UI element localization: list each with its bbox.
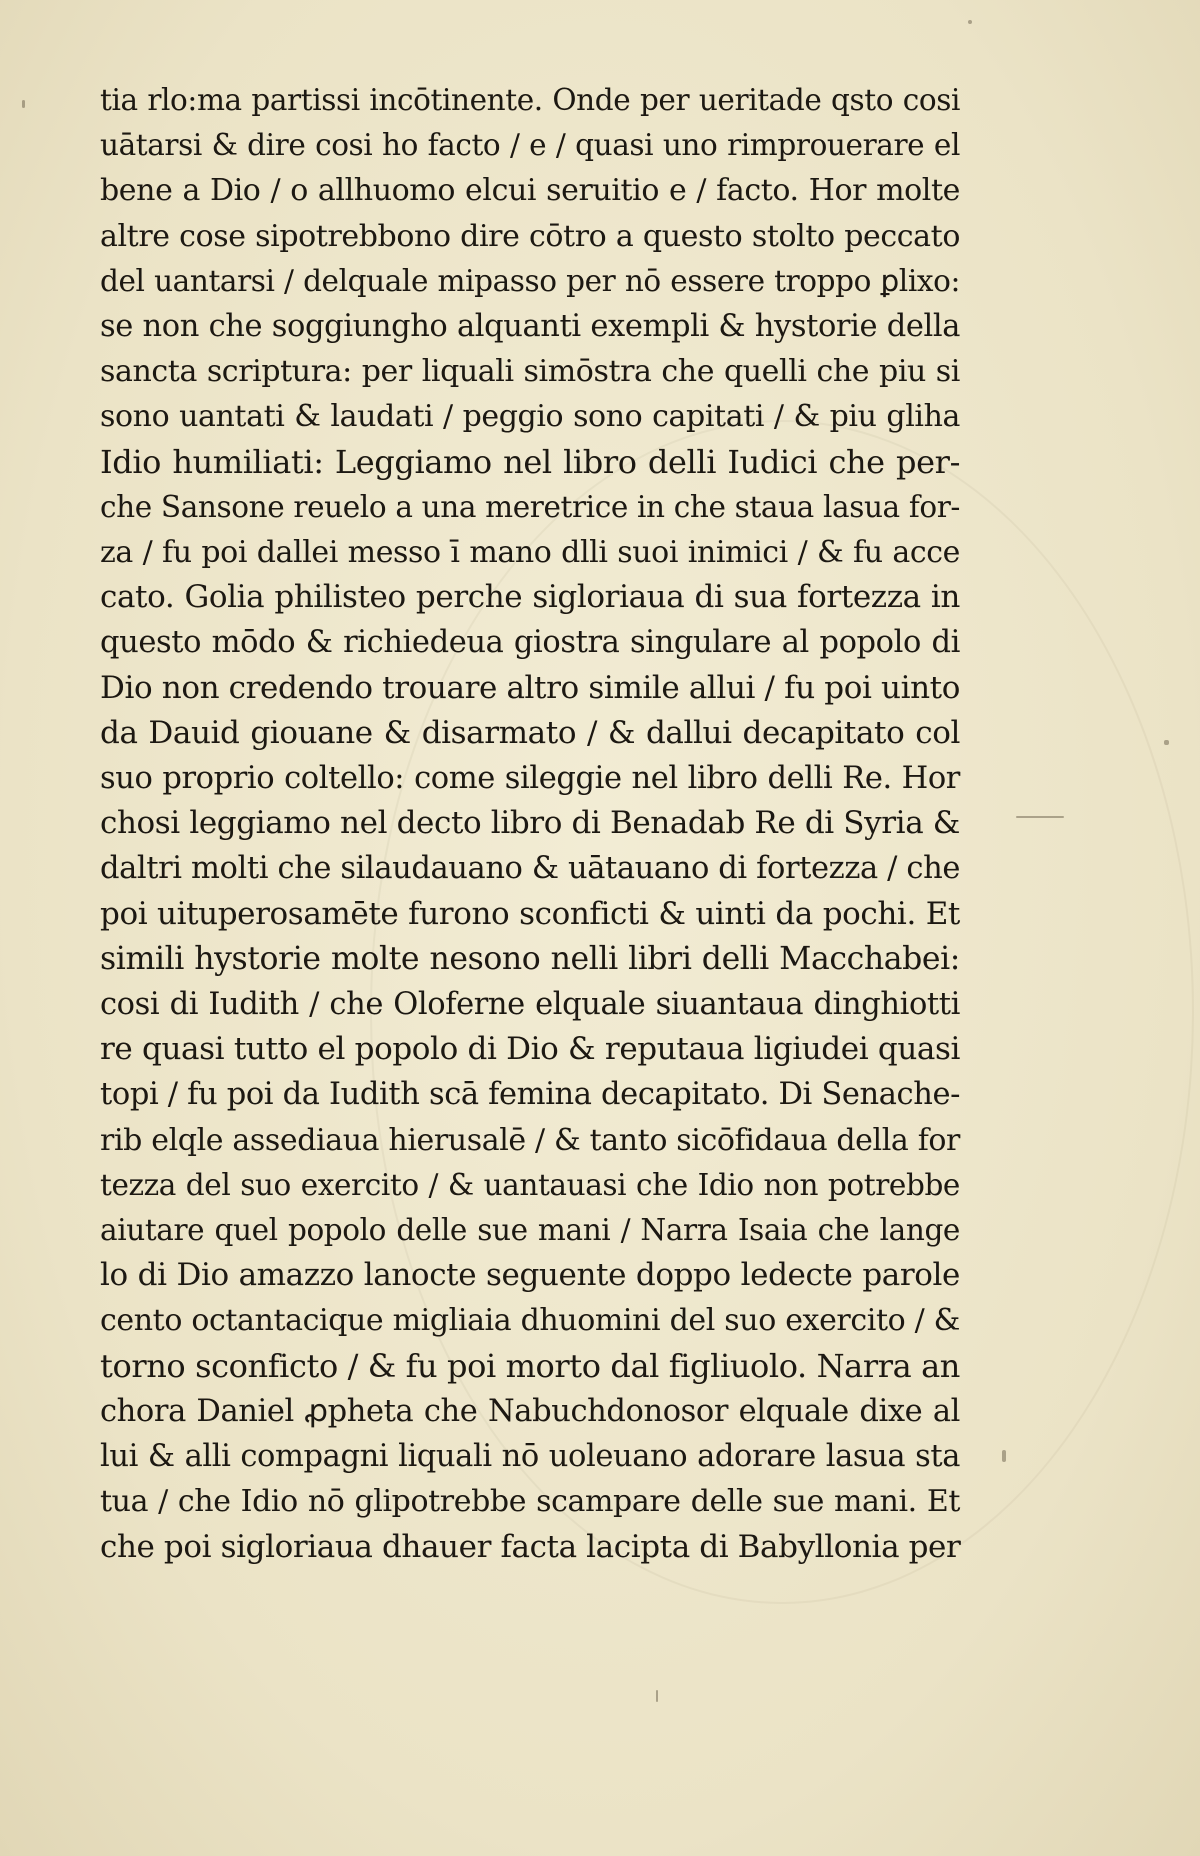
text-line: tezza del suo exercito / & uantauasi che Idio non potrebbe [100, 1167, 960, 1202]
text-line: poi uituperosamēte furono sconficti & uinti da pochi. Et [100, 895, 960, 932]
text-line: tua / che Idio nō glipotrebbe scampare delle sue mani. Et [100, 1484, 960, 1520]
text-line: cento octantacique migliaia dhuomini del suo exercito / & [100, 1303, 960, 1339]
text-line: che poi sigloriaua dhauer facta lacipta di Babyllonia per [100, 1528, 961, 1565]
text-line: re quasi tutto el popolo di Dio & reputaua ligiudei quasi [100, 1031, 960, 1068]
text-line: za / fu poi dallei messo ī mano dlli suoi inimici / & fu acce [100, 535, 960, 571]
ink-speck [1164, 740, 1169, 745]
text-line: uātarsi & dire cosi ho facto / e / quasi uno rimprouerare el [100, 128, 960, 163]
text-line: da Dauid giouane & disarmato / & dallui decapitato col [100, 714, 960, 751]
text-line: se non che soggiungho alquanti exempli & hystorie della [100, 309, 960, 345]
text-line: chosi leggiamo nel decto libro di Benadab Re di Syria & [100, 805, 960, 842]
text-line: bene a Dio / o allhuomo elcui seruitio e / facto. Hor molte [100, 173, 960, 209]
text-line: rib elqle assediaua hierusalē / & tanto sicōfidaua della for [100, 1122, 960, 1158]
text-line: Dio non credendo trouare altro simile allui / fu poi uinto [100, 669, 960, 706]
text-line: Idio humiliati: Leggiamo nel libro delli Iudici che per- [100, 442, 960, 481]
text-line: cosi di Iudith / che Oloferne elquale siuantaua dinghiotti [100, 987, 960, 1023]
text-line: lo di Dio amazzo lanocte seguente doppo ledecte parole [100, 1257, 960, 1294]
text-line: del uantarsi / delquale mipasso per nō essere troppo ꝑlixo: [100, 263, 960, 298]
text-line: torno sconficto / & fu poi morto dal figliuolo. Narra an [100, 1346, 960, 1385]
ink-speck [22, 100, 25, 108]
text-line: chora Daniel ꝓpheta che Nabuchdonosor elquale dixe al [100, 1393, 960, 1429]
text-line: altre cose sipotrebbono dire cōtro a questo stolto peccato [100, 218, 960, 254]
text-line: suo proprio coltello: come sileggie nel libro delli Re. Hor [100, 761, 960, 797]
ink-speck [656, 1690, 658, 1702]
body-text [100, 78, 960, 1570]
ink-speck [1016, 816, 1064, 818]
text-line: sono uantati & laudati / peggio sono capitati / & piu gliha [100, 399, 960, 435]
text-line: sancta scriptura: per liquali simōstra che quelli che piu si [100, 354, 960, 390]
ink-speck [968, 20, 972, 24]
text-line: cato. Golia philisteo perche sigloriaua di sua fortezza in [100, 579, 960, 616]
text-line: questo mōdo & richiedeua giostra singulare al popolo di [100, 625, 960, 661]
text-line: tia rlo:ma partissi incōtinente. Onde per ueritade qsto cosi [100, 83, 960, 117]
text-line: daltri molti che silaudauano & uātauano di fortezza / che [100, 851, 960, 887]
ink-speck [1002, 1450, 1006, 1462]
text-line: lui & alli compagni liquali nō uoleuano adorare lasua sta [100, 1439, 960, 1475]
text-line: simili hystorie molte nesono nelli libri delli Macchabei: [100, 940, 960, 977]
text-line: che Sansone reuelo a una meretrice in che staua lasua for- [100, 489, 960, 524]
text-line: aiutare quel popolo delle sue mani / Narra Isaia che lange [100, 1213, 960, 1248]
text-line: topi / fu poi da Iudith scā femina decapitato. Di Senache- [100, 1077, 960, 1113]
